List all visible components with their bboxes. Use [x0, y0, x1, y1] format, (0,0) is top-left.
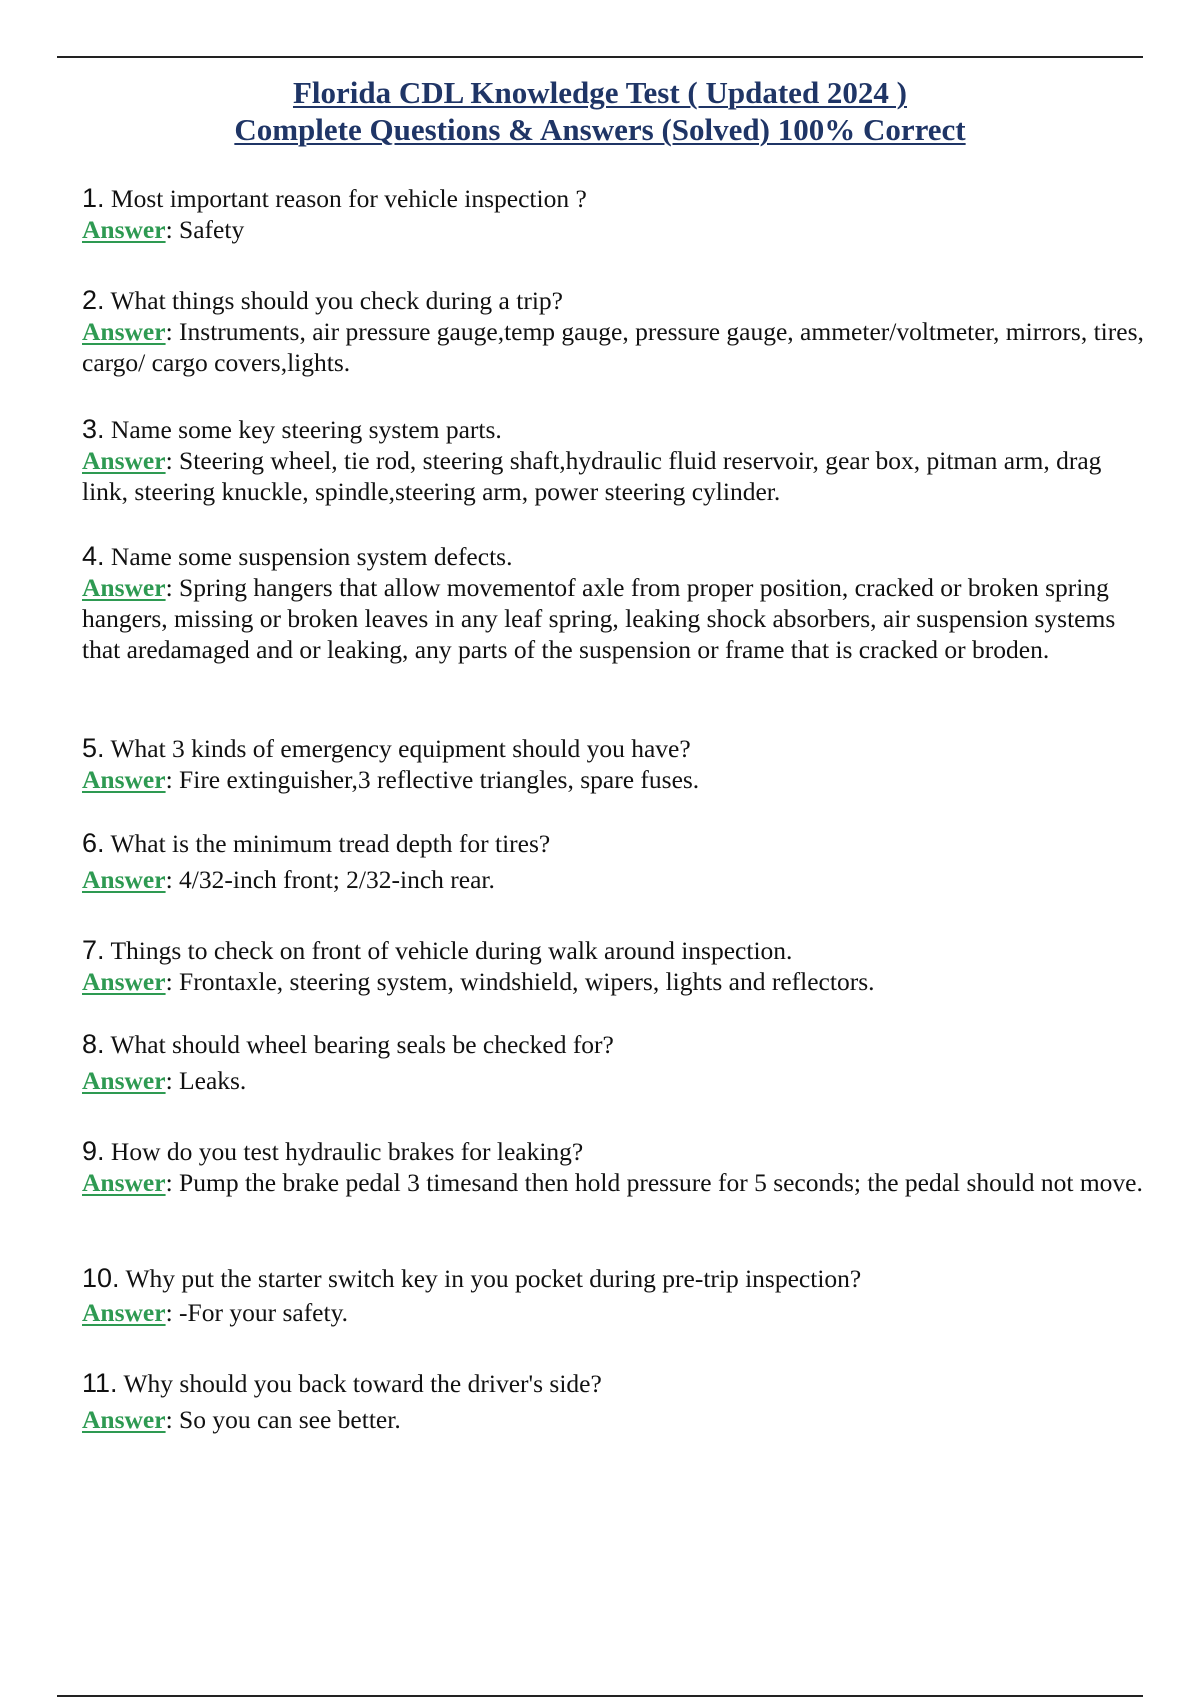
answer: Answer: Leaks.: [82, 1066, 247, 1095]
question: [82, 414, 1152, 445]
answer-label: Answer: [82, 1298, 166, 1327]
question: [82, 541, 1152, 572]
answer-label: Answer: [82, 865, 166, 894]
answer-label: Answer: [82, 1066, 166, 1095]
answer-text: 4/32-inch front; 2/32-inch rear.: [179, 865, 495, 894]
question-text: What 3 kinds of emergency equipment should you have?: [110, 734, 691, 763]
qa-item-11: [82, 1368, 1152, 1435]
answer-label: Answer: [82, 446, 166, 475]
title-line-2: Complete Questions & Answers (Solved) 100% Correct: [234, 112, 966, 147]
question: [82, 1368, 1152, 1399]
answer-text: Spring hangers that allow movementof axle from proper position, cracked or broken spring hangers, missing or broken leaves in any leaf spring, leaking shock absorbers, air suspension systems that aredamaged and or leaking, any parts of the suspension or frame that is cracked or broden.: [82, 573, 1116, 664]
question: [82, 285, 1152, 316]
question-text: Why should you back toward the driver's side?: [123, 1369, 602, 1398]
question: [82, 733, 1152, 764]
qa-item-1: [82, 183, 1152, 245]
answer: Answer: Spring hangers that allow movementof axle from proper position, cracked or broken spring hangers, missing or broken leaves in any leaf spring, leaking shock absorbers, air suspension systems that aredamaged and or leaking, any parts of the suspension or frame that is cracked or broden.: [82, 573, 1116, 664]
question-number: 3.: [82, 414, 105, 444]
answer-text: -For your safety.: [179, 1298, 349, 1327]
question: [82, 1263, 1152, 1294]
question-number: 5.: [82, 733, 105, 763]
answer-label: Answer: [82, 215, 166, 244]
question-number: 11.: [82, 1368, 118, 1398]
answer-text: Frontaxle, steering system, windshield, wipers, lights and reflectors.: [179, 967, 875, 996]
question-number: 10.: [82, 1263, 120, 1293]
qa-item-10: [82, 1263, 1152, 1328]
question-number: 9.: [82, 1136, 105, 1166]
question-text: What is the minimum tread depth for tires?: [110, 829, 551, 858]
answer-label: Answer: [82, 967, 166, 996]
question: [82, 1136, 1152, 1167]
answer-label: Answer: [82, 573, 166, 602]
qa-item-7: [82, 935, 1152, 997]
answer-label: Answer: [82, 1405, 166, 1434]
question-text: Why put the starter switch key in you pocket during pre-trip inspection?: [125, 1264, 862, 1293]
answer-label: Answer: [82, 1168, 166, 1197]
question-number: 4.: [82, 541, 105, 571]
question-number: 7.: [82, 935, 105, 965]
question-text: What things should you check during a trip?: [110, 286, 563, 315]
qa-item-9: [82, 1136, 1152, 1198]
answer-text: Fire extinguisher,3 reflective triangles, spare fuses.: [179, 765, 700, 794]
question-text: Name some key steering system parts.: [110, 415, 502, 444]
question-text: What should wheel bearing seals be checked for?: [110, 1030, 614, 1059]
question: [82, 183, 1152, 214]
answer: Answer: Safety: [82, 215, 245, 244]
answer: Answer: Pump the brake pedal 3 timesand then hold pressure for 5 seconds; the pedal should not move.: [82, 1168, 1143, 1197]
answer: Answer: Fire extinguisher,3 reflective triangles, spare fuses.: [82, 765, 700, 794]
answer-label: Answer: [82, 317, 166, 346]
question-text: How do you test hydraulic brakes for leaking?: [110, 1137, 584, 1166]
qa-item-8: [82, 1029, 1152, 1096]
answer: Answer: -For your safety.: [82, 1298, 349, 1327]
answer: Answer: 4/32-inch front; 2/32-inch rear.: [82, 865, 495, 894]
question-text: Most important reason for vehicle inspection ?: [110, 184, 587, 213]
qa-item-6: [82, 828, 1152, 895]
answer: Answer: Frontaxle, steering system, windshield, wipers, lights and reflectors.: [82, 967, 875, 996]
qa-item-3: [82, 414, 1152, 507]
qa-item-5: [82, 733, 1152, 795]
top-rule: [57, 56, 1143, 58]
question-number: 2.: [82, 285, 105, 315]
answer: Answer: Steering wheel, tie rod, steering shaft,hydraulic fluid reservoir, gear box, pitman arm, drag link, steering knuckle, spindle,steering arm, power steering cylinder.: [82, 446, 1102, 506]
qa-item-4: [82, 541, 1152, 665]
question-text: Name some suspension system defects.: [110, 542, 513, 571]
answer: Answer: Instruments, air pressure gauge,temp gauge, pressure gauge, ammeter/voltmeter, mirrors, tires, cargo/ cargo covers,lights.: [82, 317, 1144, 377]
bottom-rule: [57, 1695, 1143, 1697]
question: [82, 1029, 1152, 1060]
answer-label: Answer: [82, 765, 166, 794]
question: [82, 935, 1152, 966]
question-text: Things to check on front of vehicle during walk around inspection.: [110, 936, 793, 965]
answer-text: Pump the brake pedal 3 timesand then hold pressure for 5 seconds; the pedal should not move.: [179, 1168, 1143, 1197]
question-number: 8.: [82, 1029, 105, 1059]
answer-text: Steering wheel, tie rod, steering shaft,hydraulic fluid reservoir, gear box, pitman arm, drag link, steering knuckle, spindle,steering arm, power steering cylinder.: [82, 446, 1102, 506]
qa-item-2: [82, 285, 1152, 378]
answer: Answer: So you can see better.: [82, 1405, 401, 1434]
question: [82, 828, 1152, 859]
answer-text: Leaks.: [179, 1066, 247, 1095]
answer-text: So you can see better.: [179, 1405, 401, 1434]
title-line-1: Florida CDL Knowledge Test ( Updated 2024 ): [292, 75, 908, 110]
answer-text: Instruments, air pressure gauge,temp gauge, pressure gauge, ammeter/voltmeter, mirrors, tires, cargo/ cargo covers,lights.: [82, 317, 1144, 377]
question-number: 1.: [82, 183, 105, 213]
answer-text: Safety: [179, 215, 245, 244]
document-title: [0, 74, 1200, 148]
question-number: 6.: [82, 828, 105, 858]
